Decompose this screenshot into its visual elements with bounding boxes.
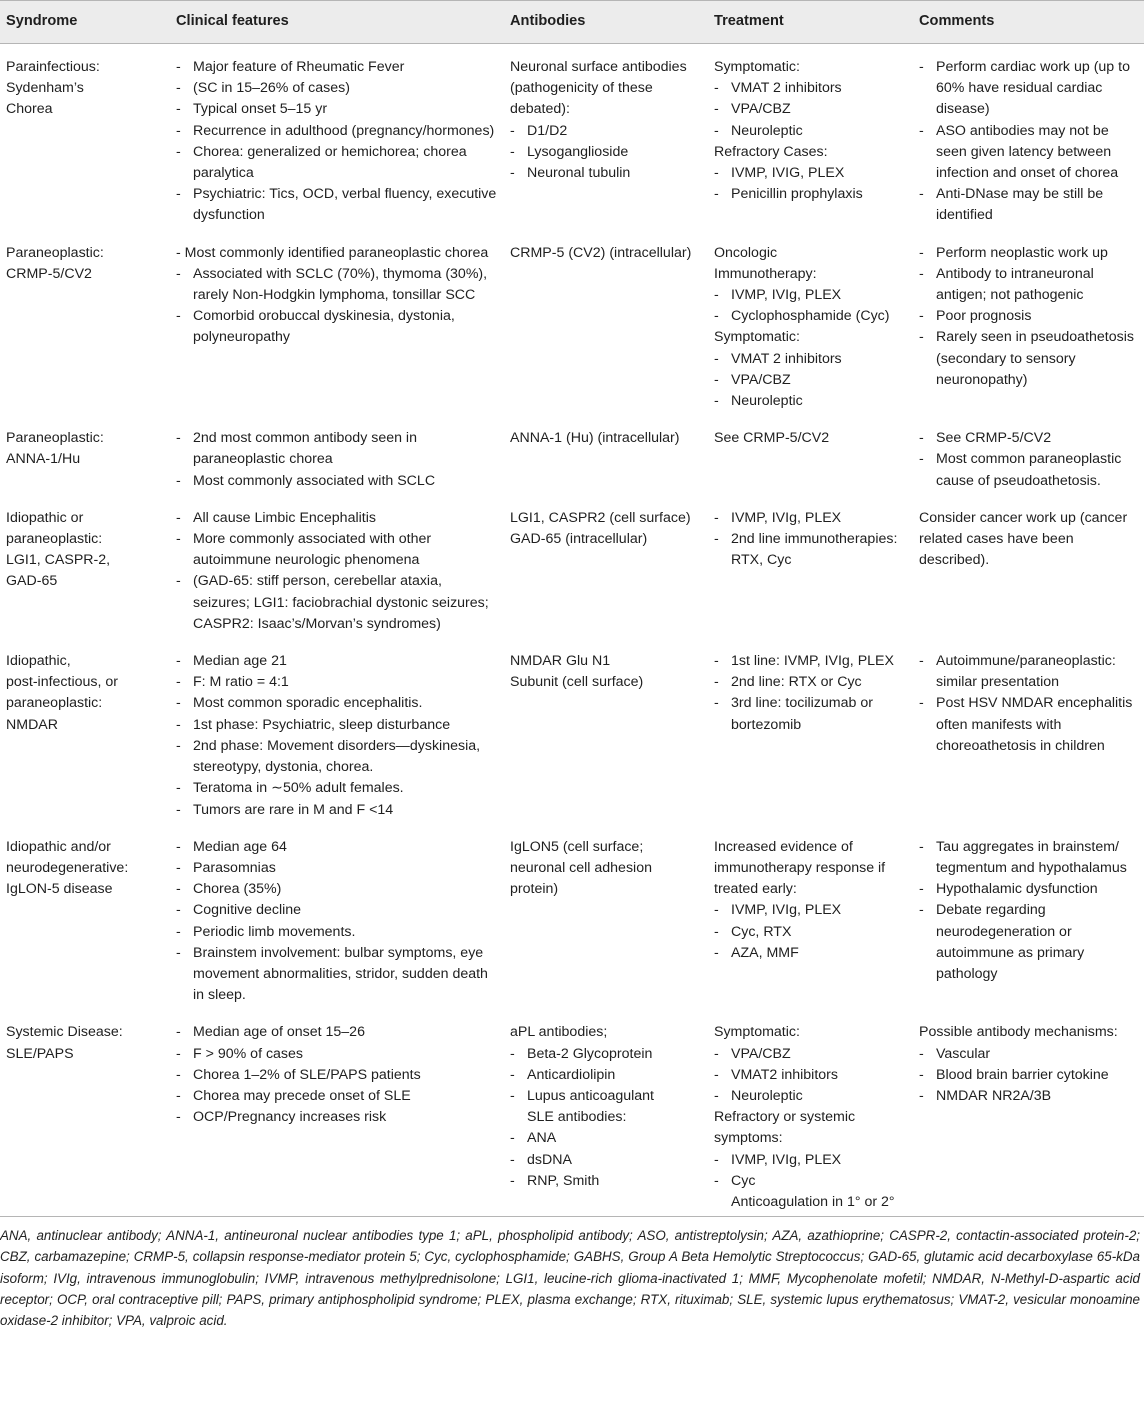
bullet-item: - Debate regarding neurodegeneration or autoimmune as primary pathology xyxy=(919,900,1138,985)
cell-clinical-features xyxy=(170,638,504,824)
cell-clinical-features xyxy=(170,44,504,230)
bullet-item: - 2nd line immunotherapies: RTX, Cyc xyxy=(714,529,907,571)
bullet-item: - Neuroleptic xyxy=(714,121,907,142)
bullet-item: - Most commonly associated with SCLC xyxy=(176,471,498,492)
text-line: aPL antibodies; xyxy=(510,1024,608,1041)
bullet-item: - IVMP, IVIg, PLEX xyxy=(714,900,907,921)
cell-list xyxy=(176,428,498,492)
text-line: IgLON5 (cell surface; neuronal cell adhesion protein) xyxy=(510,838,652,898)
bullet-item: - All cause Limbic Encephalitis xyxy=(176,508,498,529)
bullet-item: - ASO antibodies may not be seen given latency between infection and onset of chorea xyxy=(919,121,1138,185)
cell-list xyxy=(6,651,164,736)
bullet-item: - (SC in 15–26% of cases) xyxy=(176,78,498,99)
cell-antibodies xyxy=(504,44,708,230)
syndrome-line: SLE/PAPS xyxy=(6,1045,74,1062)
cell-clinical-features xyxy=(170,230,504,416)
cell-treatment xyxy=(708,230,913,416)
bullet-item: - Cyc, RTX xyxy=(714,922,907,943)
syndrome-line: NMDAR xyxy=(6,716,59,733)
bullet-item: - Anticardiolipin xyxy=(510,1065,702,1086)
header-antibodies: Antibodies xyxy=(504,1,708,44)
header-comments: Comments xyxy=(913,1,1144,44)
bullet-item: - Tau aggregates in brainstem/ tegmentum and hypothalamus xyxy=(919,837,1138,879)
bullet-item: - Hypothalamic dysfunction xyxy=(919,879,1138,900)
cell-syndrome xyxy=(0,415,170,495)
bullet-item: - Recurrence in adulthood (pregnancy/hormones) xyxy=(176,121,498,142)
bullet-item: - Perform neoplastic work up xyxy=(919,243,1138,264)
cell-list xyxy=(6,837,164,901)
cell-list xyxy=(919,57,1138,227)
cell-antibodies xyxy=(504,1009,708,1216)
bullet-item: - VMAT 2 inhibitors xyxy=(714,78,907,99)
syndrome-line: post-infectious, or xyxy=(6,674,118,691)
bullet-item: - Brainstem involvement: bulbar symptoms, eye movement abnormalities, stridor, sudden death in sleep. xyxy=(176,943,498,1007)
text-line: See CRMP-5/CV2 xyxy=(714,430,830,447)
cell-syndrome xyxy=(0,44,170,230)
text-line: Immunotherapy: xyxy=(714,265,817,282)
cell-syndrome xyxy=(0,495,170,638)
cell-syndrome xyxy=(0,1009,170,1216)
bullet-item: - Chorea 1–2% of SLE/PAPS patients xyxy=(176,1065,498,1086)
bullet-item: - IVMP, IVIg, PLEX xyxy=(714,285,907,306)
bullet-item: - ANA xyxy=(510,1128,702,1149)
bullet-item: - (GAD-65: stiff person, cerebellar ataxia, seizures; LGI1: faciobrachial dystonic seizures; CASPR2: Isaac’s/Morvan’s syndromes) xyxy=(176,571,498,635)
text-line: Anticoagulation in 1° or 2° xyxy=(731,1193,895,1210)
text-line: NMDAR Glu N1 xyxy=(510,653,611,670)
cell-comments xyxy=(913,1009,1144,1216)
syndrome-line: Chorea xyxy=(6,101,53,118)
bullet-item: - RNP, Smith xyxy=(510,1171,702,1192)
cell-clinical-features xyxy=(170,495,504,638)
bullet-item: - 3rd line: tocilizumab or bortezomib xyxy=(714,693,907,735)
bullet-item: - Rarely seen in pseudoathetosis (secondary to sensory neuronopathy) xyxy=(919,327,1138,391)
cell-list xyxy=(919,837,1138,985)
cell-comments xyxy=(913,44,1144,230)
bullet-item: - 2nd most common antibody seen in paraneoplastic chorea xyxy=(176,428,498,470)
bullet-item: - dsDNA xyxy=(510,1150,702,1171)
bullet-item: - Associated with SCLC (70%), thymoma (30%), rarely Non-Hodgkin lymphoma, tonsillar SCC xyxy=(176,264,498,306)
table-row xyxy=(0,415,1144,495)
bullet-item: - Typical onset 5–15 yr xyxy=(176,99,498,120)
bullet-item: - Poor prognosis xyxy=(919,306,1138,327)
header-treatment: Treatment xyxy=(708,1,913,44)
cell-comments xyxy=(913,824,1144,1010)
bullet-item: - Antibody to intraneuronal antigen; not pathogenic xyxy=(919,264,1138,306)
syndrome-line: Systemic Disease: xyxy=(6,1024,123,1041)
cell-comments xyxy=(913,495,1144,638)
cell-antibodies xyxy=(504,415,708,495)
bullet-item: - 1st phase: Psychiatric, sleep disturbance xyxy=(176,715,498,736)
bullet-item: - Periodic limb movements. xyxy=(176,922,498,943)
cell-list xyxy=(919,1022,1138,1107)
text-line: Refractory or systemic symptoms: xyxy=(714,1109,856,1147)
bullet-item: - VPA/CBZ xyxy=(714,99,907,120)
bullet-item: - NMDAR NR2A/3B xyxy=(919,1086,1138,1107)
bullet-item: - Vascular xyxy=(919,1044,1138,1065)
syndrome-line: neurodegenerative: xyxy=(6,859,129,876)
cell-list xyxy=(176,508,498,635)
bullet-item: - VPA/CBZ xyxy=(714,370,907,391)
bullet-item: - Neuroleptic xyxy=(714,391,907,412)
cell-list xyxy=(6,508,164,593)
bullet-item: - F: M ratio = 4:1 xyxy=(176,672,498,693)
bullet-item: - Most common paraneoplastic cause of pseudoathetosis. xyxy=(919,449,1138,491)
cell-treatment xyxy=(708,1009,913,1216)
table-row xyxy=(0,44,1144,230)
syndrome-line: CRMP-5/CV2 xyxy=(6,265,92,282)
cell-list xyxy=(919,428,1138,492)
cell-comments xyxy=(913,230,1144,416)
table-body xyxy=(0,44,1144,1217)
bullet-item: - AZA, MMF xyxy=(714,943,907,964)
cell-list xyxy=(510,243,702,264)
cell-list xyxy=(176,837,498,1007)
cell-list xyxy=(510,508,702,550)
text-line: ANNA-1 (Hu) (intracellular) xyxy=(510,430,680,447)
syndrome-line: paraneoplastic: xyxy=(6,531,103,548)
bullet-item: - Comorbid orobuccal dyskinesia, dystonia, polyneuropathy xyxy=(176,306,498,348)
table-row xyxy=(0,495,1144,638)
bullet-item: - Teratoma in ∼50% adult females. xyxy=(176,778,498,799)
text-line: CRMP-5 (CV2) (intracellular) xyxy=(510,244,692,261)
cell-list xyxy=(510,1022,702,1192)
cell-treatment xyxy=(708,638,913,824)
bullet-item: - Autoimmune/paraneoplastic: similar presentation xyxy=(919,651,1138,693)
text-line: Possible antibody mechanisms: xyxy=(919,1024,1118,1041)
bullet-item: - VMAT2 inhibitors xyxy=(714,1065,907,1086)
bullet-item: - F > 90% of cases xyxy=(176,1044,498,1065)
text-line: Refractory Cases: xyxy=(714,143,828,160)
syndrome-line: Sydenham’s xyxy=(6,80,84,97)
cell-antibodies xyxy=(504,495,708,638)
bullet-item: - 2nd phase: Movement disorders—dyskinesia, stereotypy, dystonia, chorea. xyxy=(176,736,498,778)
bullet-item: - More commonly associated with other autoimmune neurologic phenomena xyxy=(176,529,498,571)
cell-list xyxy=(176,1022,498,1128)
text-line: Symptomatic: xyxy=(714,1024,800,1041)
syndrome-line: paraneoplastic: xyxy=(6,695,103,712)
bullet-item: - Lupus anticoagulant xyxy=(510,1086,702,1107)
cell-list xyxy=(714,837,907,964)
cell-antibodies xyxy=(504,824,708,1010)
syndrome-line: Idiopathic or xyxy=(6,509,84,526)
cell-list xyxy=(6,243,164,285)
cell-list xyxy=(714,57,907,205)
header-clinical-features: Clinical features xyxy=(170,1,504,44)
cell-list xyxy=(919,243,1138,391)
cell-treatment xyxy=(708,495,913,638)
text-line: Increased evidence of immunotherapy response if treated early: xyxy=(714,838,886,898)
cell-syndrome xyxy=(0,230,170,416)
bullet-item: - Perform cardiac work up (up to 60% have residual cardiac disease) xyxy=(919,57,1138,121)
syndrome-line: Paraneoplastic: xyxy=(6,430,104,447)
bullet-item: - Beta-2 Glycoprotein xyxy=(510,1044,702,1065)
bullet-item: - D1/D2 xyxy=(510,121,702,142)
bullet-item: - Median age 21 xyxy=(176,651,498,672)
bullet-item: - IVMP, IVIg, PLEX xyxy=(714,508,907,529)
cell-clinical-features xyxy=(170,415,504,495)
cell-treatment xyxy=(708,44,913,230)
cell-treatment xyxy=(708,415,913,495)
cell-list xyxy=(6,428,164,470)
bullet-item: - Median age 64 xyxy=(176,837,498,858)
syndrome-line: Parainfectious: xyxy=(6,59,100,75)
cell-list xyxy=(176,243,498,349)
cell-list xyxy=(714,651,907,736)
cell-list xyxy=(714,508,907,572)
cell-list xyxy=(714,1022,907,1213)
syndrome-line: Idiopathic, xyxy=(6,653,71,670)
bullet-item: - Blood brain barrier cytokine xyxy=(919,1065,1138,1086)
cell-treatment xyxy=(708,824,913,1010)
bullet-item: - VMAT 2 inhibitors xyxy=(714,349,907,370)
cell-antibodies xyxy=(504,638,708,824)
syndrome-line: ANNA-1/Hu xyxy=(6,451,81,468)
bullet-item: - IVMP, IVIG, PLEX xyxy=(714,163,907,184)
cell-list xyxy=(176,57,498,227)
bullet-item: - Cyc xyxy=(714,1171,907,1192)
text-line: Consider cancer work up (cancer related cases have been described). xyxy=(919,509,1128,569)
header-syndrome: Syndrome xyxy=(0,1,170,44)
bullet-item: - Chorea (35%) xyxy=(176,879,498,900)
cell-list xyxy=(919,508,1138,572)
cell-list xyxy=(714,428,907,449)
cell-list xyxy=(919,651,1138,757)
text-line: Symptomatic: xyxy=(714,329,800,346)
cell-list xyxy=(176,651,498,821)
table-header-row xyxy=(0,1,1144,44)
table-footnote: ANA, antinuclear antibody; ANNA-1, antineuronal nuclear antibodies type 1; aPL, phospholipid antibody; ASO, antistreptolysin; AZA, azathioprine; CASPR-2, contactin-associated protein-2; CBZ, carbamazepine; CRMP-5, collapsin response-mediator protein 5; Cyc, cyclophosphamide; GABHS, Group A Beta Hemolytic Streptococcus; GAD-65, glutamic acid decarboxylase 65-kDa isoform; IVIg, intravenous immunoglobulin; IVMP, intravenous methylprednisolone; LGI1, leucine-rich glioma-inactivated 1; MMF, Mycophenolate mofetil; NMDAR, N-Methyl-D-aspartic acid receptor; OCP, oral contraceptive pill; PAPS, primary antiphospholipid syndrome; PLEX, plasma exchange; RTX, rituximab; SLE, systemic lupus erythematosus; VMAT-2, vesicular monoamine oxidase-2 inhibitor; VPA, valproic acid. xyxy=(0,1228,1140,1328)
text-line: Oncologic xyxy=(714,244,778,261)
cell-list xyxy=(714,243,907,413)
bullet-item: - Major feature of Rheumatic Fever xyxy=(176,57,498,78)
cell-list xyxy=(510,651,702,693)
cell-list xyxy=(510,57,702,184)
bullet-item: - 1st line: IVMP, IVIg, PLEX xyxy=(714,651,907,672)
cell-clinical-features xyxy=(170,824,504,1010)
bullet-item: - Median age of onset 15–26 xyxy=(176,1022,498,1043)
text-line: SLE antibodies: xyxy=(527,1109,627,1126)
text-line: LGI1, CASPR2 (cell surface) xyxy=(510,509,691,526)
bullet-item: - Neuroleptic xyxy=(714,1086,907,1107)
text-line: GAD-65 (intracellular) xyxy=(510,531,648,548)
bullet-item: - Chorea: generalized or hemichorea; chorea paralytica xyxy=(176,142,498,184)
syndrome-line: Idiopathic and/or xyxy=(6,838,111,855)
cell-antibodies xyxy=(504,230,708,416)
bullet-item: - OCP/Pregnancy increases risk xyxy=(176,1107,498,1128)
bullet-item: - Anti-DNase may be still be identified xyxy=(919,184,1138,226)
syndrome-line: Paraneoplastic: xyxy=(6,244,104,261)
text-line: Neuronal surface antibodies (pathogenicity of these debated): xyxy=(510,59,687,118)
table-row xyxy=(0,638,1144,824)
cell-list xyxy=(6,1022,164,1064)
bullet-item: - VPA/CBZ xyxy=(714,1044,907,1065)
cell-syndrome xyxy=(0,824,170,1010)
bullet-item: - Most common sporadic encephalitis. xyxy=(176,693,498,714)
bullet-item: - 2nd line: RTX or Cyc xyxy=(714,672,907,693)
cell-list xyxy=(6,57,164,121)
cell-syndrome xyxy=(0,638,170,824)
cell-list xyxy=(510,837,702,901)
text-line: Subunit (cell surface) xyxy=(510,674,644,691)
bullet-item: - See CRMP-5/CV2 xyxy=(919,428,1138,449)
bullet-item: - Penicillin prophylaxis xyxy=(714,184,907,205)
cell-clinical-features xyxy=(170,1009,504,1216)
bullet-item: - Lysoganglioside xyxy=(510,142,702,163)
bullet-item: - Tumors are rare in M and F <14 xyxy=(176,800,498,821)
text-line: - Most commonly identified paraneoplastic chorea xyxy=(176,244,489,261)
bullet-item: - Cyclophosphamide (Cyc) xyxy=(714,306,907,327)
bullet-item: - Chorea may precede onset of SLE xyxy=(176,1086,498,1107)
table-row xyxy=(0,1009,1144,1216)
text-line: Symptomatic: xyxy=(714,59,800,75)
syndrome-line: LGI1, CASPR-2, xyxy=(6,552,111,569)
table-row xyxy=(0,824,1144,1010)
cell-comments xyxy=(913,638,1144,824)
bullet-item: - Post HSV NMDAR encephalitis often manifests with choreoathetosis in children xyxy=(919,693,1138,757)
syndrome-line: IgLON-5 disease xyxy=(6,881,113,898)
bullet-item: - Cognitive decline xyxy=(176,900,498,921)
bullet-item: - IVMP, IVIg, PLEX xyxy=(714,1150,907,1171)
cell-list xyxy=(510,428,702,449)
syndrome-line: GAD-65 xyxy=(6,573,58,590)
bullet-item: - Psychiatric: Tics, OCD, verbal fluency, executive dysfunction xyxy=(176,184,498,226)
table-row xyxy=(0,230,1144,416)
cell-comments xyxy=(913,415,1144,495)
bullet-item: - Neuronal tubulin xyxy=(510,163,702,184)
bullet-item: - Parasomnias xyxy=(176,858,498,879)
